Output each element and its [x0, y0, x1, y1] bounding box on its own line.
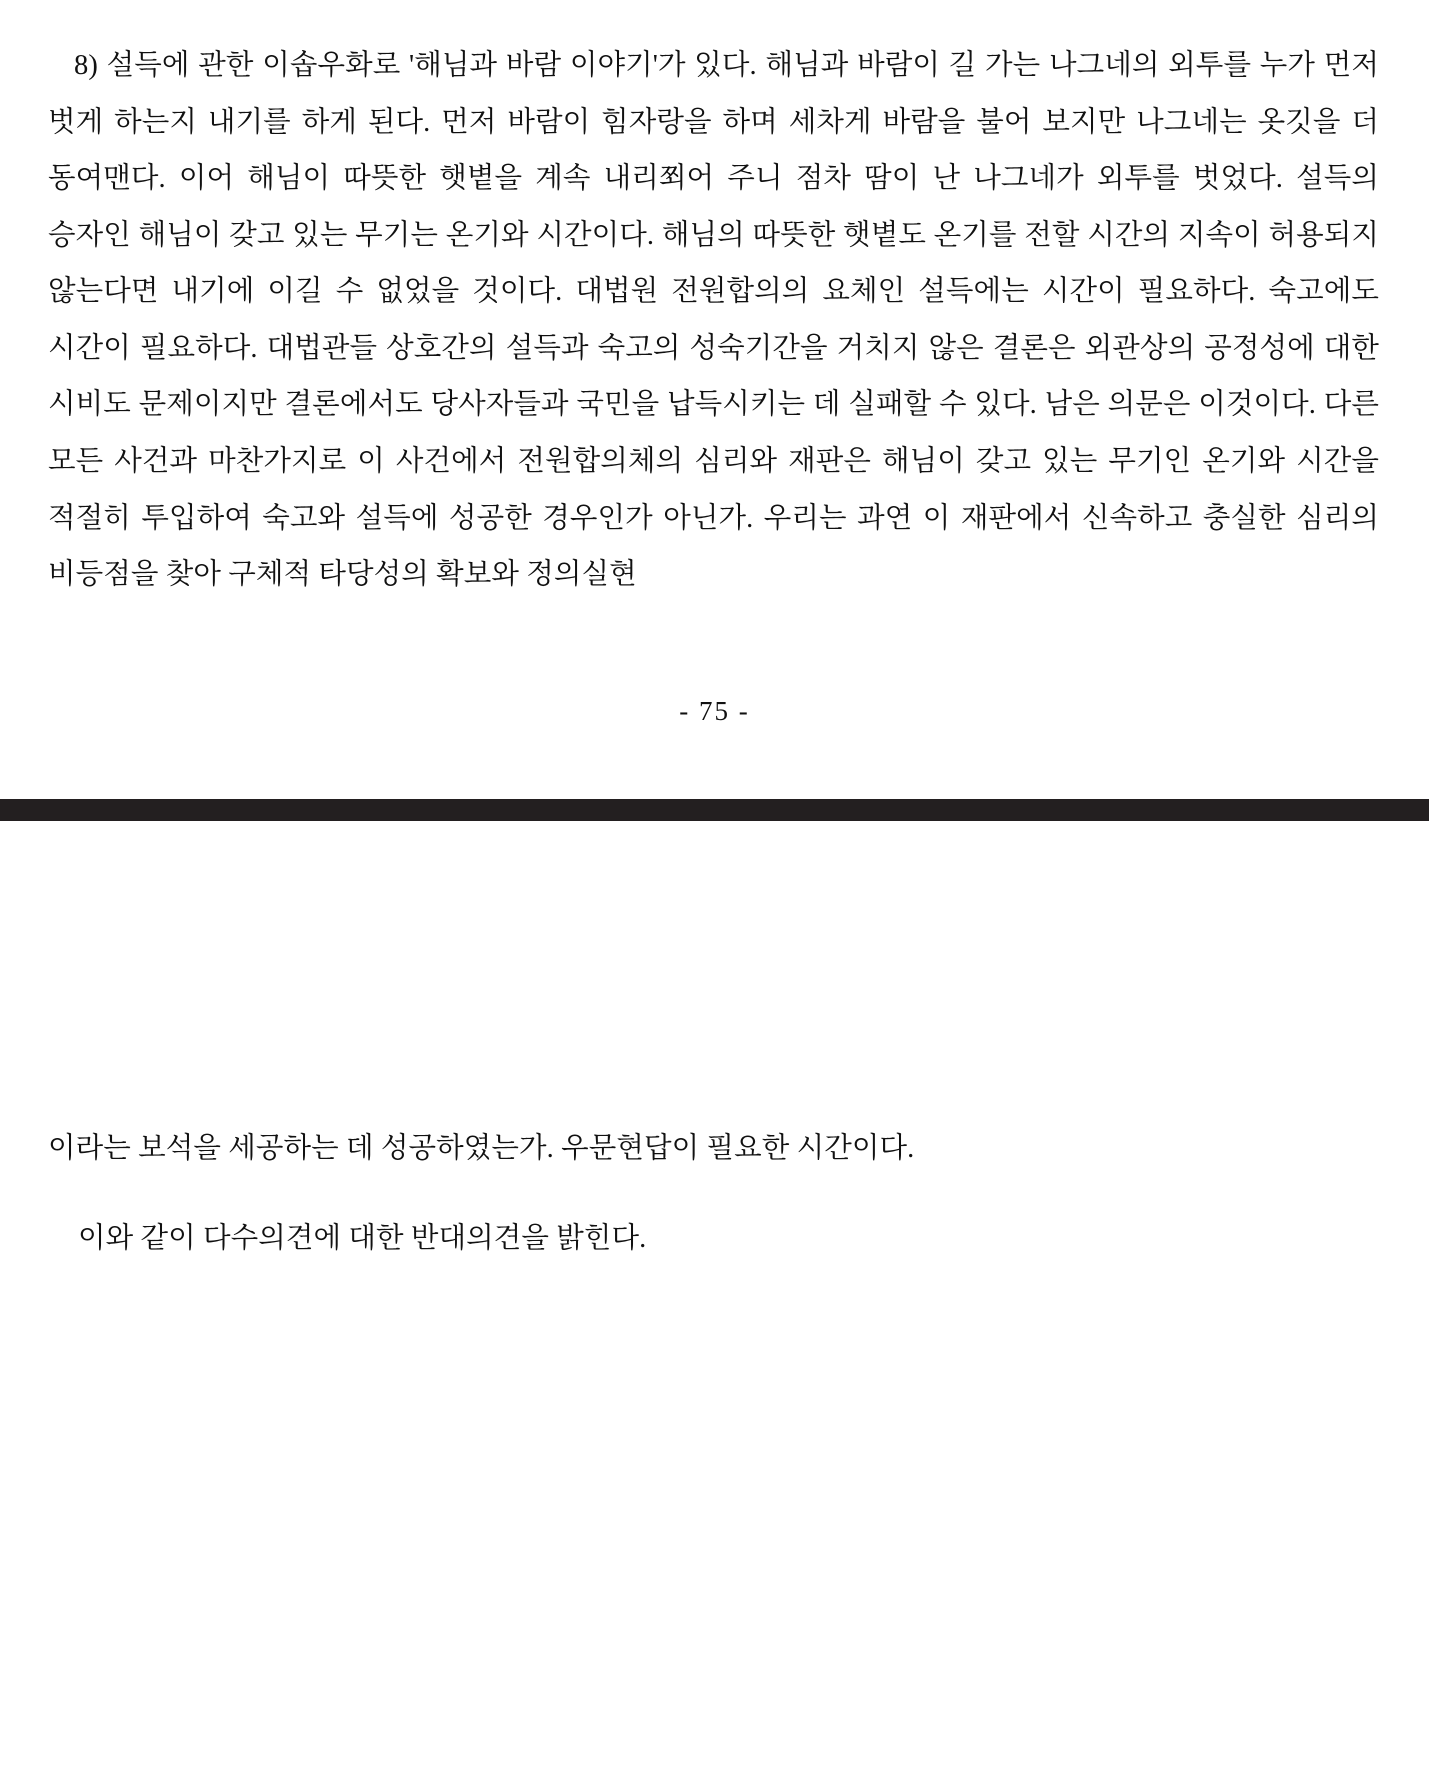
- lower-spacer: [42, 821, 1387, 1121]
- closing-paragraph: 이와 같이 다수의견에 대한 반대의견을 밝힌다.: [78, 1223, 647, 1255]
- footnote-paragraph: 8) 설득에 관한 이솝우화로 '해님과 바람 이야기'가 있다. 해님과 바람이 길 가는 나그네의 외투를 누가 먼저 벗게 하는지 내기를 하게 된다. 먼저 바람이 힘자랑을 하며 세차게 바람을 불어 보지만 나그네는 옷깃을 더 동여맨다. 이어 해님이 따뜻한 햇볕을 계속 내리쬐어 주니 점차 땀이 난 나그네가 외투를 벗었다. 설득의 승자인 해님이 갖고 있는 무기는 온기와 시간이다. 해님의 따뜻한 햇볕도 온기를 전할 시간의 지속이 허용되지 않는다면 내기에 이길 수 없었을 것이다. 대법원 전원합의의 요체인 설득에는 시간이 필요하다. 숙고에도 시간이 필요하다. 대법관들 상호간의 설득과 숙고의 성숙기간을 거치지 않은 결론은 외관상의 공정성에 대한 시비도 문제이지만 결론에서도 당사자들과 국민을 납득시키는 데 실패할 수 있다. 남은 의문은 이것이다. 다른 모든 사건과 마찬가지로 이 사건에서 전원합의체의 심리와 재판은 해님이 갖고 있는 무기인 온기와 시간을 적절히 투입하여 숙고와 설득에 성공한 경우인가 아닌가. 우리는 과연 이 재판에서 신속하고 충실한 심리의 비등점을 찾아 구체적 타당성의 확보와 정의실현: [48, 50, 1379, 591]
- page-number: - 75 -: [679, 695, 750, 726]
- page-upper-section: [0, 0, 1429, 727]
- continuation-paragraph: 이라는 보석을 세공하는 데 성공하였는가. 우문현답이 필요한 시간이다.: [48, 1132, 915, 1164]
- page-lower-section: [0, 821, 1429, 1268]
- page-number-container: [42, 696, 1387, 727]
- page-divider: [0, 799, 1429, 821]
